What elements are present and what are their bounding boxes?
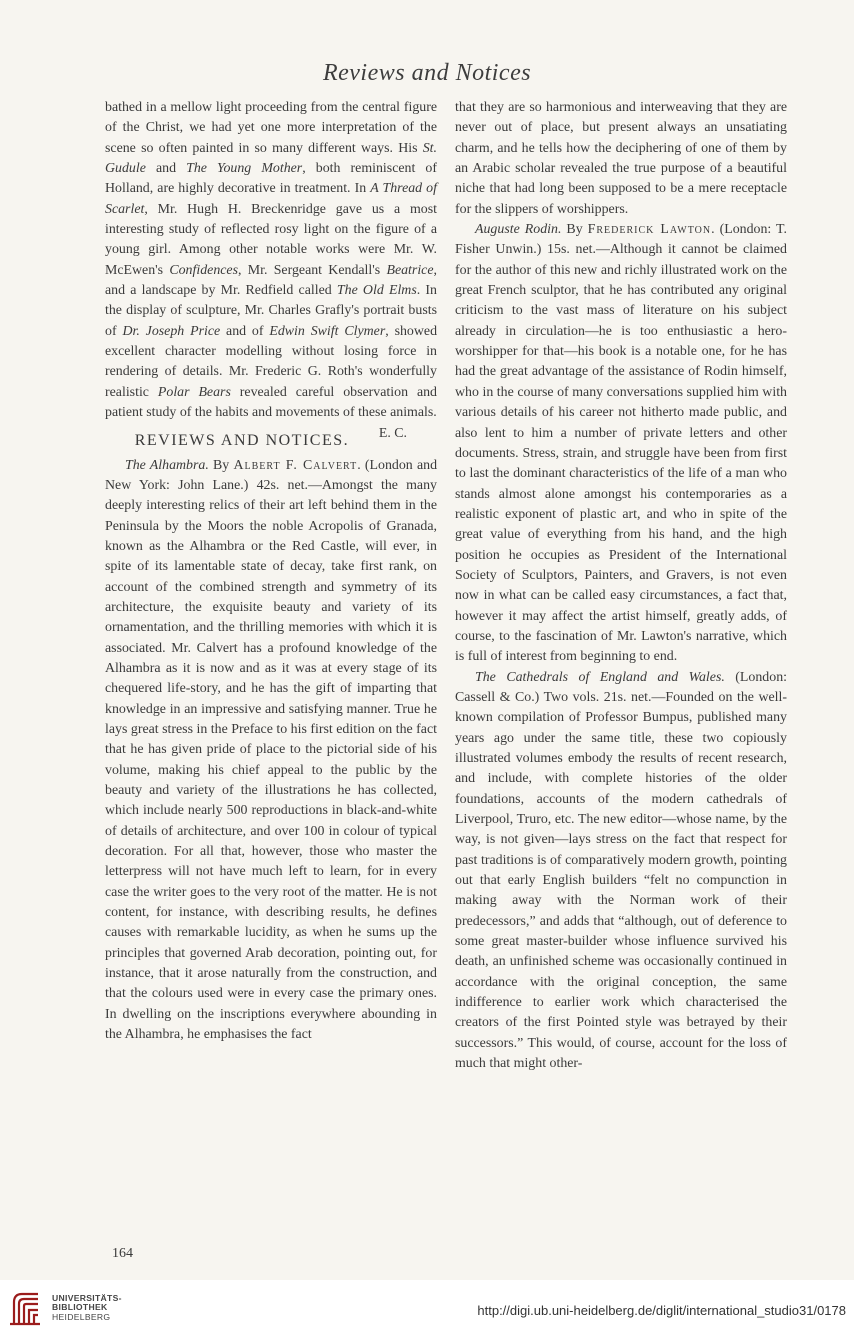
university-library-logo-icon[interactable] — [8, 1288, 44, 1328]
text-run: By — [561, 222, 588, 238]
review-alhambra — [105, 456, 437, 1046]
book-author: Albert F. Calvert — [233, 457, 358, 473]
text-run: , showed excellent character modelling without losing force in rendering of details. Mr. Frederic G. Roth's wonderfully realistic — [105, 323, 438, 400]
left-column — [105, 98, 437, 1045]
institution-name — [52, 1294, 122, 1322]
text-run: and — [145, 161, 187, 177]
work-title: Dr. Joseph Price — [122, 323, 221, 339]
source-url-link[interactable]: http://digi.ub.uni-heidelberg.de/diglit/international_studio31/0178 — [477, 1303, 846, 1318]
book-title: The Cathedrals of England and Wales. — [475, 669, 725, 685]
article-signature: E. C. — [378, 425, 407, 441]
text-run: , both reminiscent of Holland, are highly decorative in treatment. In — [105, 161, 437, 197]
text-run: , Mr. Sergeant Kendall's — [238, 262, 387, 278]
review-cathedrals — [455, 668, 787, 1075]
work-title: The Old Elms — [336, 283, 417, 299]
institution-line: BIBLIOTHEK — [52, 1302, 108, 1313]
text-run: , Mr. Hugh H. Breckenridge gave us a most interesting study of reflected rosy light on the figure of a young girl. Among other notable works were Mr. W. McEwen's — [105, 201, 437, 278]
work-title: The Young Mother — [186, 161, 303, 177]
running-head: Reviews and Notices — [322, 60, 532, 86]
text-run: . In the display of sculpture, Mr. Charles Grafly's portrait busts of — [105, 283, 437, 339]
review-rodin — [455, 220, 787, 668]
text-run: , and a landscape by Mr. Redfield called — [105, 262, 437, 299]
institution-line: HEIDELBERG — [52, 1311, 111, 1322]
section-heading: REVIEWS AND NOTICES. — [134, 431, 350, 449]
institution-line: UNIVERSITÄTS- — [52, 1293, 122, 1303]
review-body: (London: Cassell & Co.) Two vols. 21s. net.—Founded on the well-known compilation of Professor Bumpus, published many years ago under the same title, these two copiously illustrated volumes embody the results of recent research, and include, with complete histories of the older foundations, accounts of the modern cathedrals of Liverpool, Truro, etc. The new editor—whose name, by the way, is not given—lays stress on the fact that respect for past traditions is of comparatively modern growth, pointing out that early English builders “felt no compunction in making away with the Norman work of their predecessors,” and adds that “although, out of deference to some great master-builder whose influence survived his death, an unfinished scheme was occasionally continued in accordance with the original conception, the same indifference to earlier work which characterised the creators of the first Pointed style was betrayed by their successors.” This would, of course, account for the loss of much that might other- — [455, 669, 788, 1072]
text-run: bathed in a mellow light proceeding from the central figure of the Christ, we had yet one more interpretation of the scene so often painted in so many different ways. His — [105, 100, 437, 156]
text-run: and of — [220, 323, 270, 339]
text-run: revealed careful observation and patient study of the habits and movements of these animals. — [105, 384, 437, 421]
page-number: 164 — [112, 1246, 133, 1261]
review-body: . (London: T. Fisher Unwin.) 15s. net.—Although it cannot be claimed for the author of this new and richly illustrated work on the great French sculptor, that he has contributed any original criticism to the vast mass of literature on his subject already in circulation—he is too enthusiastic a hero-worshipper for that—his book is a notable one, for he has had the great advantage of the assistance of Rodin himself, who in the course of many conversations supplied him with various details of his career not hitherto made public, and also lent to him a number of private letters and other documents. Stress, strain, and struggle have been from first to last the dominant characteristics of the life of a man who stands almost alone amongst his contemporaries as a realistic exponent of plastic art, and who in spite of the great value of everything from his hand, and the high position he occupies as President of the International Society of Sculptors, Painters, and Gravers, is not even now in what can be called easy circumstances, a fact that, however it may affect the artist himself, greatly adds, of course, to the fascination of Mr. Lawton's narrative, which is full of interest from beginning to end. — [455, 222, 787, 665]
continued-paragraph: that they are so harmonious and interweaving that they are never out of place, but present always an unsatiating charm, and he tells how the deciphering of one of them by an Arabic scholar revealed the true purpose of a beautiful niche that had long been supposed to be a mere receptacle for the slippers of worshippers. — [455, 100, 787, 217]
right-column — [455, 98, 787, 1075]
book-author: Frederick Lawton — [587, 222, 712, 238]
book-title: The Alhambra. — [125, 457, 209, 473]
work-title: Edwin Swift Clymer — [269, 323, 386, 339]
work-title: Confidences — [169, 262, 238, 278]
text-run: By — [208, 457, 234, 473]
book-title: Auguste Rodin. — [475, 222, 562, 238]
work-title: A Thread of Scarlet — [105, 181, 437, 217]
work-title: Beatrice — [386, 262, 434, 278]
work-title: Polar Bears — [157, 384, 231, 400]
review-body: . (London and New York: John Lane.) 42s. net.—Amongst the many deeply interesting relics of their art left behind them in the Peninsula by the Moors the noble Acropolis of Granada, known as the Alhambra or the Red Castle, will ever, in spite of its lamentable state of decay, take first rank, on account of the combined strength and symmetry of its architecture, the exquisite beauty and variety of its ornamentation, and the thrilling memories with which it is associated. Mr. Calvert has a profound knowledge of the Alhambra as it is now and as it was at every stage of its chequered life-story, and he has the gift of imparting that knowledge in an impressive and satisfying manner. True he lays great stress in the Preface to his first edition on the fact that he has given pride of place to the pictorial side of his volume, making his chief appeal to the public by the beauty and variety of the illustrations he has collected, which include nearly 500 reproductions in black-and-white of details of architecture, and over 100 in colour of typical decoration. For all that, however, those who master the letterpress will not have much left to learn, for in every case the writer goes to the very root of the matter. He is not content, for instance, with describing results, he defines causes with remarkable lucidity, as when he sums up the principles that governed Arab decoration, pointing out, for instance, that it arose naturally from the construction, and that the colours used were in every case the primary ones. In dwelling on the inscriptions everywhere abounding in the Alhambra, he emphasises the fact — [105, 457, 438, 1043]
footer-bar — [0, 1280, 854, 1332]
work-title: St. Gudule — [105, 140, 437, 177]
